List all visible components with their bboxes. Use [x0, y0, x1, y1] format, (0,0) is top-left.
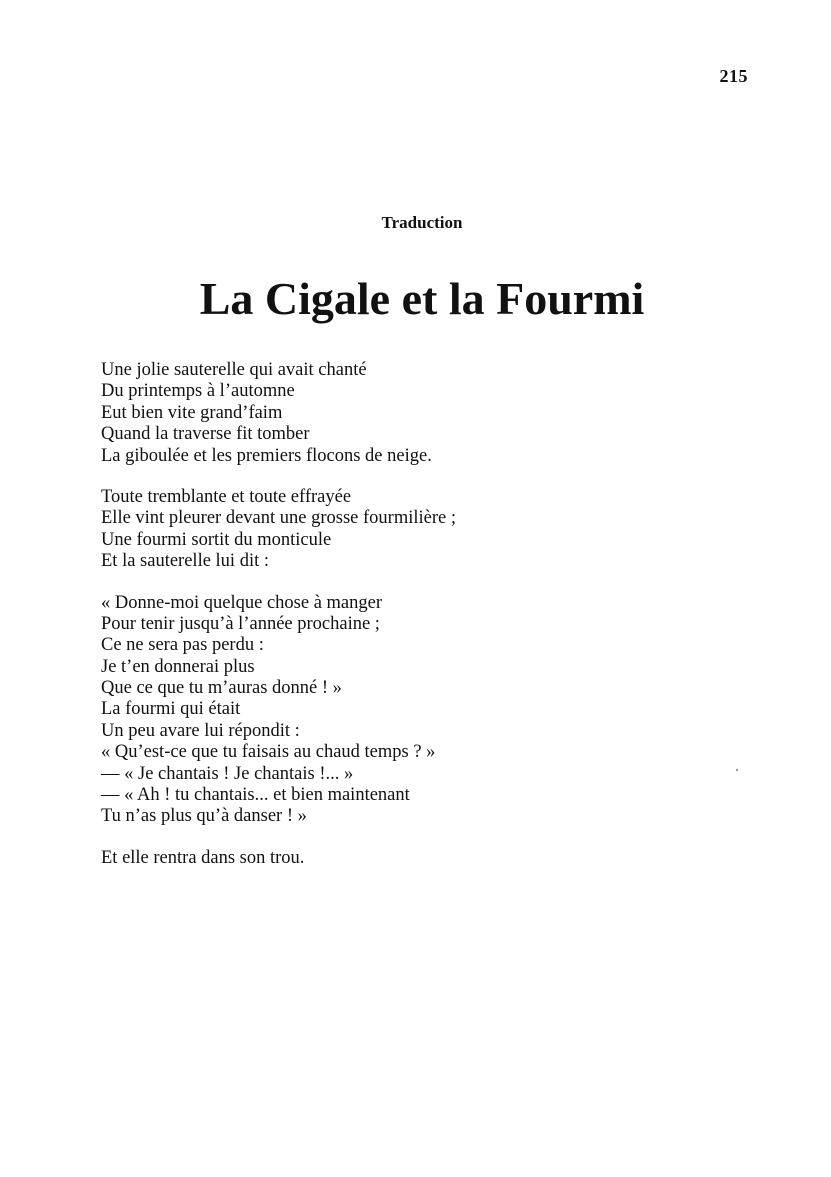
poem-line: Tu n’as plus qu’à danser ! »: [101, 806, 307, 827]
poem-line: Et la sauterelle lui dit :: [101, 551, 269, 572]
poem-line: — « Ah ! tu chantais... et bien maintenant: [101, 785, 410, 806]
poem-line: Pour tenir jusqu’à l’année prochaine ;: [101, 613, 380, 634]
poem-line: Ce ne sera pas perdu :: [101, 635, 264, 656]
poem-line: Une fourmi sortit du monticule: [101, 529, 332, 550]
poem-line: « Qu’est-ce que tu faisais au chaud temps ? »: [101, 742, 436, 763]
poem-line: « Donne-moi quelque chose à manger: [101, 592, 383, 613]
poem-line: Du printemps à l’automne: [101, 381, 295, 402]
poem-body: [101, 360, 741, 889]
poem-line: Un peu avare lui répondit :: [101, 720, 300, 741]
stanza-2: [101, 487, 741, 573]
poem-line: — « Je chantais ! Je chantais !... »: [101, 763, 354, 784]
poem-line: La fourmi qui était: [101, 699, 241, 720]
poem-line: Eut bien vite grand’faim: [101, 402, 283, 423]
poem-title: La Cigale et la Fourmi: [199, 273, 645, 324]
scan-speck: [736, 769, 738, 771]
page-number: 215: [719, 66, 748, 86]
poem-line: Et elle rentra dans son trou.: [101, 847, 305, 868]
stanza-1: [101, 360, 741, 467]
poem-line: Elle vint pleurer devant une grosse fourmilière ;: [101, 508, 456, 529]
poem-line: Quand la traverse fit tomber: [101, 424, 310, 445]
poem-line: Toute tremblante et toute effrayée: [101, 486, 352, 507]
poem-line: Une jolie sauterelle qui avait chanté: [101, 360, 367, 380]
section-label: Traduction: [381, 213, 463, 232]
poem-line: Que ce que tu m’auras donné ! »: [101, 678, 342, 699]
poem-line: La giboulée et les premiers flocons de neige.: [101, 445, 432, 466]
stanza-4: [101, 848, 741, 869]
poem-line: Je t’en donnerai plus: [101, 656, 255, 677]
stanza-3: [101, 593, 741, 828]
